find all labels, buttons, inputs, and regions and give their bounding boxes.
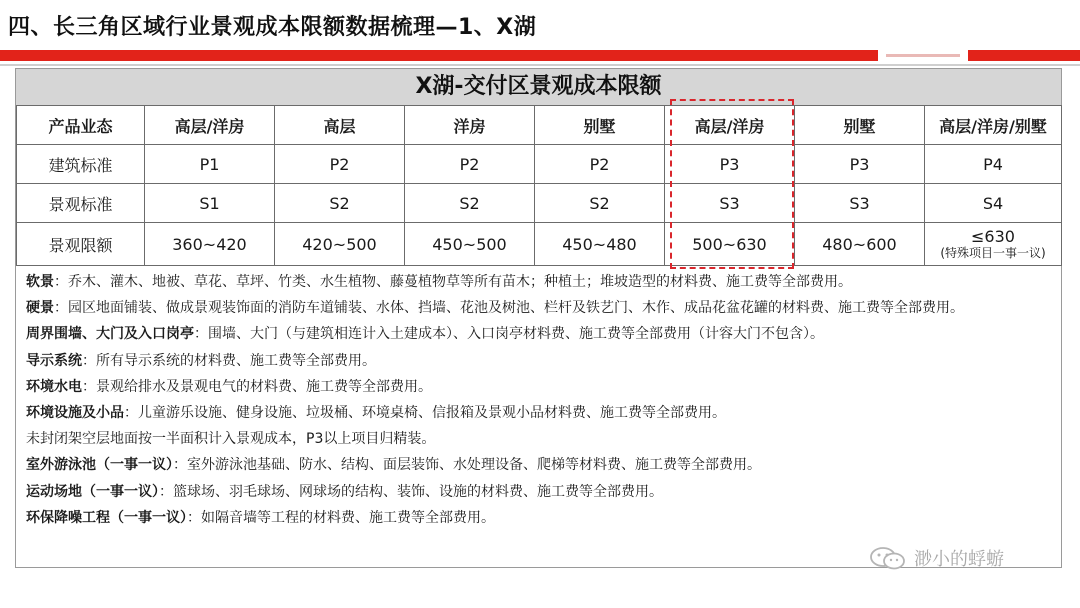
table-cell: 500~630 <box>665 223 795 266</box>
table-cell: S2 <box>405 184 535 223</box>
header-divider <box>0 64 1080 66</box>
table-cell: 450~480 <box>535 223 665 266</box>
cell-main-text: ≤630 <box>971 227 1015 246</box>
row-header-cell: 景观标准 <box>17 184 145 223</box>
table-cell: P4 <box>925 145 1062 184</box>
note-text: 未封闭架空层地面按一半面积计入景观成本，P3以上项目归精装。 <box>26 431 436 448</box>
table-cell: S3 <box>665 184 795 223</box>
table-cell: 高层 <box>275 106 405 145</box>
table-cell: S2 <box>535 184 665 223</box>
note-text: ：园区地面铺装、做成景观装饰面的消防车道铺装、水体、挡墙、花池及树池、栏杆及铁艺门、木作、成品花盆花罐的材料费、施工费等全部费用。 <box>54 300 964 317</box>
table-cell: S2 <box>275 184 405 223</box>
note-item <box>26 348 1056 374</box>
note-label: 导示系统 <box>26 352 82 369</box>
note-item <box>26 400 1056 426</box>
note-item <box>26 479 1056 505</box>
table-cell: P2 <box>535 145 665 184</box>
table-row <box>17 145 1062 184</box>
table-cell: S3 <box>795 184 925 223</box>
note-label: 软景 <box>26 274 54 290</box>
note-text: ：景观给排水及景观电气的材料费、施工费等全部费用。 <box>82 378 432 395</box>
table-cell: P3 <box>665 145 795 184</box>
watermark-text: 渺小的蜉蝣 <box>914 549 1004 570</box>
page-title: 四、长三角区域行业景观成本限额数据梳理—1、X湖 <box>8 15 537 40</box>
table-cell: 别墅 <box>535 106 665 145</box>
notes-section <box>26 269 1056 531</box>
table-cell: 高层/洋房/别墅 <box>925 106 1062 145</box>
row-header-cell: 建筑标准 <box>17 145 145 184</box>
table-title: X湖-交付区景观成本限额 <box>16 69 1061 106</box>
row-header-cell: 景观限额 <box>17 223 145 266</box>
note-label: 运动场地（一事一议） <box>26 483 159 500</box>
note-label: 环保降噪工程（一事一议） <box>26 509 187 526</box>
note-text: ：所有导示系统的材料费、施工费等全部费用。 <box>82 352 376 369</box>
cell-note-text: (特殊项目一事一议) <box>940 246 1046 260</box>
table-cell: S1 <box>145 184 275 223</box>
table-cell: S4 <box>925 184 1062 223</box>
cost-limit-table <box>16 105 1062 266</box>
header-bar-notch <box>878 50 968 61</box>
note-label: 周界围墙、大门及入口岗亭 <box>26 326 194 343</box>
table-row <box>17 106 1062 145</box>
note-text: ：乔木、灌木、地被、草花、草坪、竹类、水生植物、藤蔓植物草等所有苗木；种植土；堆坡造型的材料费、施工费等全部费用。 <box>54 274 852 290</box>
note-label: 硬景 <box>26 300 54 317</box>
table-cell: 高层/洋房 <box>665 106 795 145</box>
note-item <box>26 374 1056 400</box>
note-item <box>26 505 1056 531</box>
table-cell: 420~500 <box>275 223 405 266</box>
note-item <box>26 295 1056 321</box>
table-cell: 360~420 <box>145 223 275 266</box>
table-cell: 高层/洋房 <box>145 106 275 145</box>
note-label: 环境设施及小品 <box>26 405 124 422</box>
table-cell: 洋房 <box>405 106 535 145</box>
note-item <box>26 452 1056 478</box>
table-cell: 别墅 <box>795 106 925 145</box>
note-text: ：篮球场、羽毛球场、网球场的结构、装饰、设施的材料费、施工费等全部费用。 <box>159 483 663 500</box>
cost-limit-panel <box>15 68 1062 568</box>
table-cell: P2 <box>275 145 405 184</box>
table-row <box>17 184 1062 223</box>
note-text: ：儿童游乐设施、健身设施、垃圾桶、环境桌椅、信报箱及景观小品材料费、施工费等全部费用。 <box>124 405 726 422</box>
note-text: ：围墙、大门（与建筑相连计入土建成本）、入口岗亭材料费、施工费等全部费用（计容大门不包含）。 <box>194 326 824 343</box>
wechat-icon <box>868 546 908 570</box>
note-item <box>26 321 1056 347</box>
table-cell: P2 <box>405 145 535 184</box>
table-cell: P3 <box>795 145 925 184</box>
watermark <box>868 545 1004 571</box>
row-header-cell: 产品业态 <box>17 106 145 145</box>
note-label: 环境水电 <box>26 378 82 395</box>
table-cell <box>925 223 1062 266</box>
note-label: 室外游泳池（一事一议） <box>26 457 173 474</box>
note-item <box>26 426 1056 452</box>
table-cell: P1 <box>145 145 275 184</box>
note-text: ：室外游泳池基础、防水、结构、面层装饰、水处理设备、爬梯等材料费、施工费等全部费用。 <box>173 457 761 474</box>
table-cell: 450~500 <box>405 223 535 266</box>
note-text: ：如隔音墙等工程的材料费、施工费等全部费用。 <box>187 509 495 526</box>
table-cell: 480~600 <box>795 223 925 266</box>
table-row <box>17 223 1062 266</box>
note-item <box>26 269 1056 295</box>
